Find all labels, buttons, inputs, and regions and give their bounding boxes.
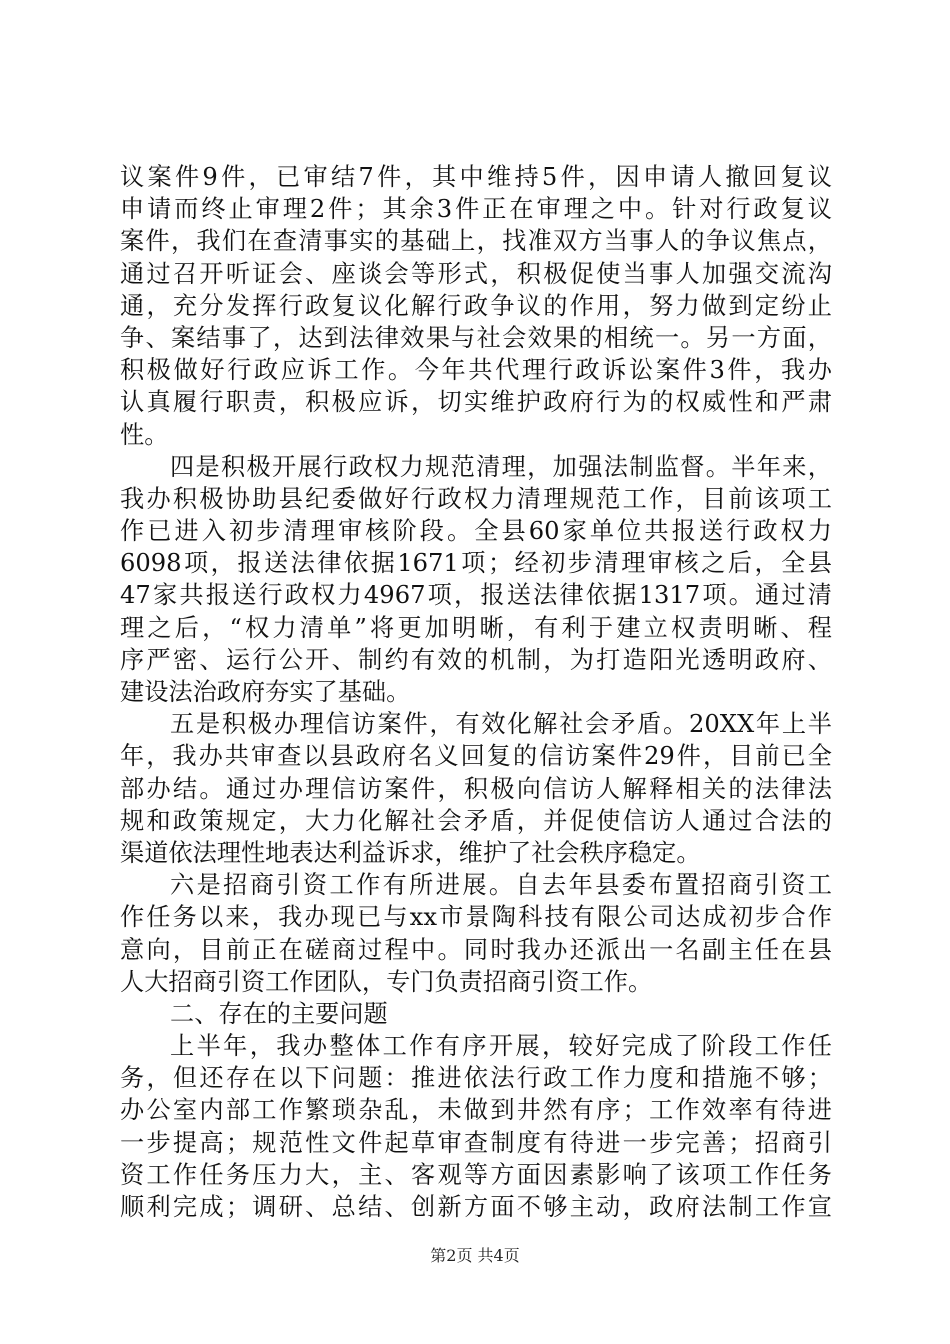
- text-line: 案件，我们在查清事实的基础上，找准双方当事人的争议焦点，: [120, 227, 832, 256]
- text-line: 意向，目前正在磋商过程中。同时我办还派出一名副主任在县: [120, 935, 832, 964]
- text-line: 通过召开听证会、座谈会等形式，积极促使当事人加强交流沟: [120, 259, 832, 288]
- text-line: 二、存在的主要问题: [170, 999, 388, 1028]
- text-line: 性。: [120, 420, 169, 449]
- text-line: 五是积极办理信访案件，有效化解社会矛盾。20XX年上半: [170, 710, 832, 739]
- text-line: 资工作任务压力大，主、客观等方面因素影响了该项工作任务: [120, 1160, 832, 1189]
- text-line: 规和政策规定，大力化解社会矛盾，并促使信访人通过合法的: [120, 806, 832, 835]
- text-line: 建设法治政府夯实了基础。: [120, 678, 411, 706]
- text-line: 上半年，我办整体工作有序开展，较好完成了阶段工作任: [170, 1032, 832, 1061]
- text-line: 部办结。通过办理信访案件，积极向信访人解释相关的法律法: [120, 774, 832, 803]
- text-line: 顺利完成；调研、总结、创新方面不够主动，政府法制工作宣: [120, 1193, 832, 1221]
- text-line: 我办积极协助县纪委做好行政权力清理规范工作，目前该项工: [120, 484, 832, 513]
- text-line: 6098项，报送法律依据1671项；经初步清理审核之后，全县: [120, 549, 832, 578]
- text-line: 六是招商引资工作有所进展。自去年县委布置招商引资工: [170, 871, 832, 900]
- text-line: 争、案结事了，达到法律效果与社会效果的相统一。另一方面，: [120, 323, 832, 352]
- text-line: 通，充分发挥行政复议化解行政争议的作用，努力做到定纷止: [120, 291, 832, 320]
- text-line: 积极做好行政应诉工作。今年共代理行政诉讼案件3件，我办: [120, 356, 832, 385]
- text-line: 务，但还存在以下问题：推进依法行政工作力度和措施不够；: [120, 1064, 832, 1093]
- text-line: 议案件9件，已审结7件，其中维持5件，因申请人撤回复议: [120, 163, 832, 191]
- text-line: 年，我办共审查以县政府名义回复的信访案件29件，目前已全: [120, 742, 832, 771]
- text-line: 47家共报送行政权力4967项，报送法律依据1317项。通过清: [120, 581, 832, 610]
- text-line: 人大招商引资工作团队，专门负责招商引资工作。: [120, 967, 653, 996]
- text-line: 办公室内部工作繁琐杂乱，未做到井然有序；工作效率有待进: [120, 1096, 832, 1125]
- text-line: 一步提高；规范性文件起草审查制度有待进一步完善；招商引: [120, 1128, 832, 1157]
- text-line: 申请而终止审理2件；其余3件正在审理之中。针对行政复议: [120, 195, 832, 224]
- body-text: [120, 161, 832, 1223]
- text-line: 理之后，“权力清单”将更加明晰，有利于建立权责明晰、程: [120, 613, 832, 642]
- text-line: 作任务以来，我办现已与xx市景陶科技有限公司达成初步合作: [120, 903, 832, 932]
- text-line: 四是积极开展行政权力规范清理，加强法制监督。半年来，: [170, 452, 832, 481]
- text-line: 序严密、运行公开、制约有效的机制，为打造阳光透明政府、: [120, 645, 832, 674]
- text-line: 认真履行职责，积极应诉，切实维护政府行为的权威性和严肃: [120, 388, 832, 417]
- text-line: 渠道依法理性地表达利益诉求，维护了社会秩序稳定。: [120, 838, 701, 867]
- text-line: 作已进入初步清理审核阶段。全县60家单位共报送行政权力: [120, 517, 832, 546]
- page-footer: 第2页 共4页: [430, 1246, 520, 1265]
